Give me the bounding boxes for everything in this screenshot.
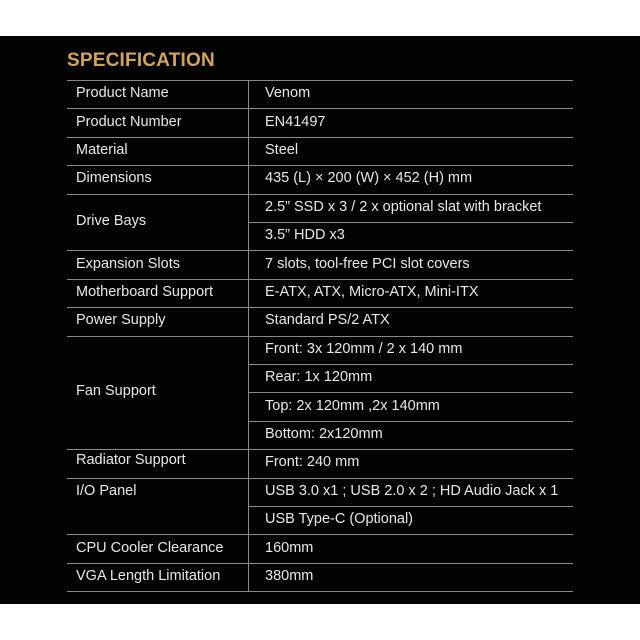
column-divider — [248, 165, 249, 193]
row-value-i-o-panel: USB Type-C (Optional) — [265, 511, 414, 528]
row-divider — [67, 336, 573, 337]
row-divider — [67, 165, 573, 166]
row-value-radiator-support: Front: 240 mm — [265, 454, 360, 471]
column-divider — [248, 250, 249, 278]
row-value-fan-support: Front: 3x 120mm / 2 x 140 mm — [265, 340, 463, 357]
row-value-drive-bays: 2.5” SSD x 3 / 2 x optional slat with bracket — [265, 198, 542, 215]
cell-divider — [248, 506, 573, 507]
row-divider — [67, 449, 573, 450]
cell-divider — [248, 421, 573, 422]
row-value-fan-support: Rear: 1x 120mm — [265, 369, 373, 386]
column-divider — [248, 194, 249, 251]
column-divider — [248, 108, 249, 136]
row-divider — [67, 250, 573, 251]
row-divider — [67, 137, 573, 138]
row-label-power-supply: Power Supply — [76, 312, 166, 329]
row-value-dimensions: 435 (L) × 200 (W) × 452 (H) mm — [265, 170, 473, 187]
row-value-cpu-cooler-clearance: 160mm — [265, 539, 314, 556]
column-divider — [248, 449, 249, 477]
row-divider — [67, 591, 573, 592]
row-label-material: Material — [76, 142, 128, 158]
row-value-product-name: Venom — [265, 85, 311, 102]
column-divider — [248, 563, 249, 591]
row-value-i-o-panel: USB 3.0 x1 ; USB 2.0 x 2 ; HD Audio Jack x 1 — [265, 482, 559, 499]
column-divider — [248, 80, 249, 108]
row-divider — [67, 478, 573, 479]
row-divider — [67, 194, 573, 195]
column-divider — [248, 336, 249, 450]
row-value-power-supply: Standard PS/2 ATX — [265, 312, 390, 329]
specification-panel — [0, 36, 640, 604]
row-divider — [67, 108, 573, 109]
row-value-motherboard-support: E-ATX, ATX, Micro-ATX, Mini-ITX — [265, 284, 479, 300]
table-top-border — [67, 80, 573, 81]
cell-divider — [248, 364, 573, 365]
row-label-expansion-slots: Expansion Slots — [76, 255, 180, 272]
row-divider — [67, 307, 573, 308]
column-divider — [248, 307, 249, 335]
column-divider — [248, 279, 249, 307]
row-divider — [67, 563, 573, 564]
row-label-product-name: Product Name — [76, 85, 169, 102]
column-divider — [248, 534, 249, 562]
row-label-radiator-support: Radiator Support — [76, 452, 186, 469]
row-label-vga-length-limitation: VGA Length Limitation — [76, 568, 221, 584]
column-divider — [248, 137, 249, 165]
row-value-vga-length-limitation: 380mm — [265, 568, 314, 584]
spec-title: SPECIFICATION — [67, 50, 215, 71]
row-value-fan-support: Bottom: 2x120mm — [265, 426, 383, 442]
row-divider — [67, 534, 573, 535]
row-label-motherboard-support: Motherboard Support — [76, 284, 214, 300]
row-divider — [67, 279, 573, 280]
row-value-material: Steel — [265, 142, 299, 158]
cell-divider — [248, 392, 573, 393]
row-label-fan-support: Fan Support — [76, 383, 156, 400]
row-value-expansion-slots: 7 slots, tool-free PCI slot covers — [265, 255, 470, 272]
cell-divider — [248, 222, 573, 223]
row-label-product-number: Product Number — [76, 113, 182, 130]
row-label-drive-bays: Drive Bays — [76, 213, 147, 229]
row-label-dimensions: Dimensions — [76, 170, 152, 187]
row-value-product-number: EN41497 — [265, 113, 326, 130]
row-value-fan-support: Top: 2x 120mm ,2x 140mm — [265, 397, 440, 414]
row-label-i-o-panel: I/O Panel — [76, 482, 137, 499]
row-label-cpu-cooler-clearance: CPU Cooler Clearance — [76, 539, 224, 556]
row-value-drive-bays: 3.5” HDD x3 — [265, 227, 345, 244]
column-divider — [248, 478, 249, 535]
